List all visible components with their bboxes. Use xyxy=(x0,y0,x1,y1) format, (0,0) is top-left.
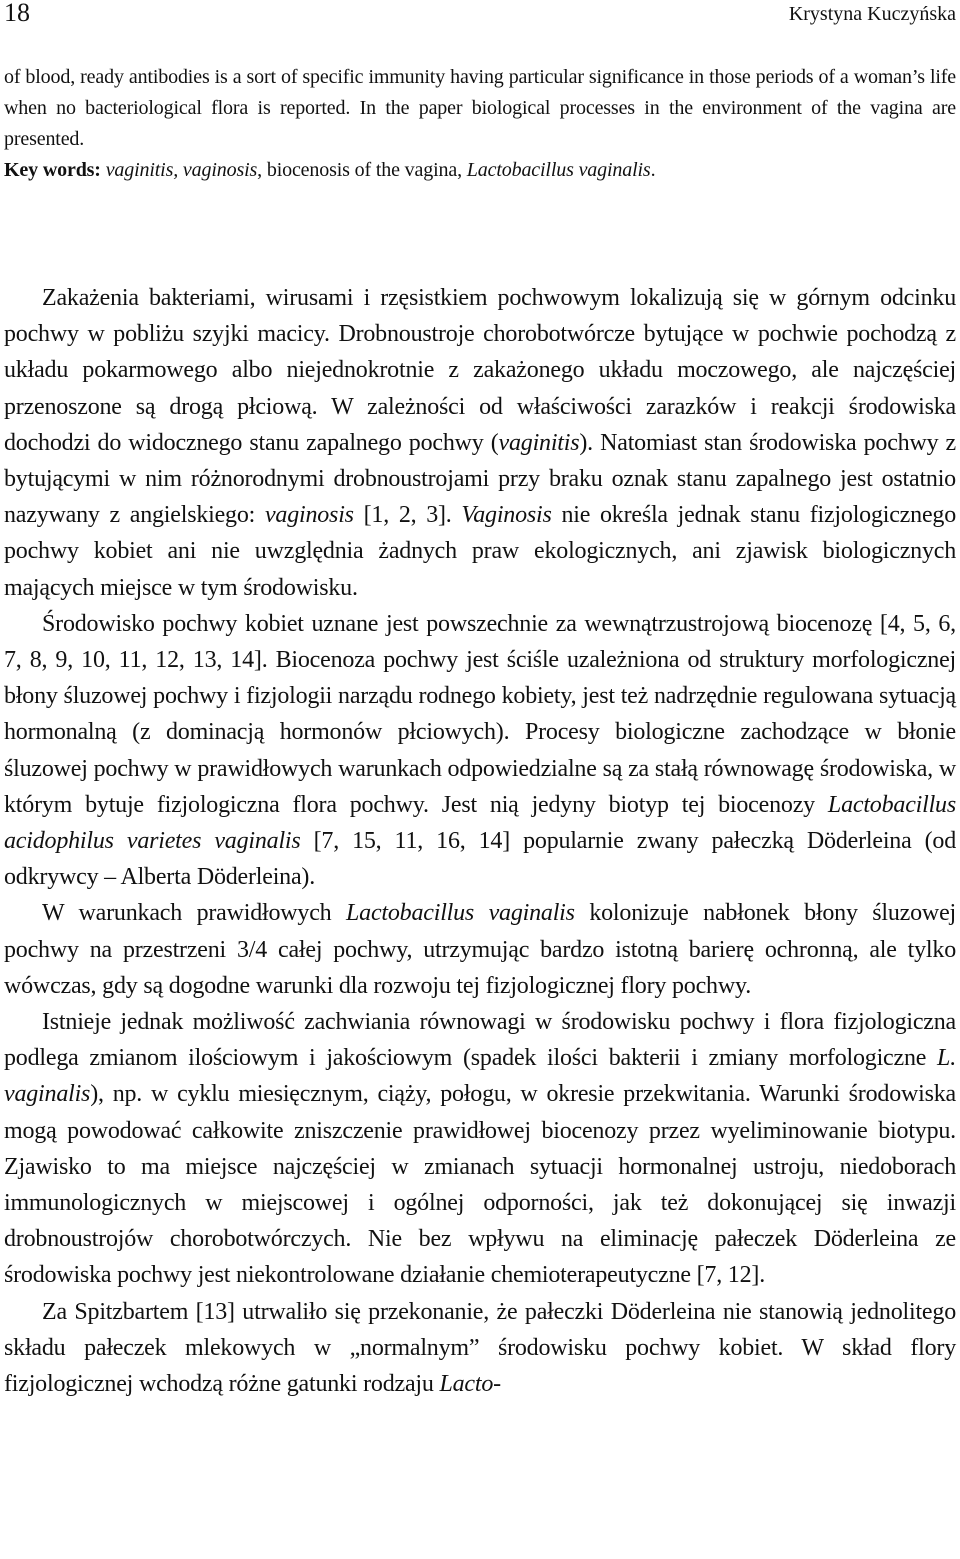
paragraph-italic: Lacto- xyxy=(439,1371,501,1398)
paragraph-italic: Vaginosis xyxy=(461,502,552,529)
paragraph-text: ). Natomiast stan środowiska pochwy z bytującymi w nim różnorodnymi drobnoustrojami przy braku oznak stanu zapalnego jest ostatnio nazywany z angielskiego: xyxy=(4,429,956,529)
keyword-italic: Lactobacillus vaginalis xyxy=(466,159,651,181)
paragraph-4 xyxy=(4,1004,956,1294)
running-head-author: Krystyna Kuczyńska xyxy=(788,3,956,25)
paragraph-text: Istnieje jednak możliwość zachwiania równowagi w środowisku pochwy i flora fizjologiczna podlega zmianom ilościowym i jakościowym (spadek ilości bakterii i zmiany morfologiczne xyxy=(4,1009,956,1072)
paragraph-text: [1, 2, 3]. xyxy=(353,502,462,529)
paragraph-text: ), np. w cyklu miesięcznym, ciąży, połogu, w okresie przekwitania. Warunki środowiska mogą powodować całkowite zniszczenie prawidłowej biocenozy przez wyeliminowanie biotypu. Zjawisko to ma miejsce najczęściej w zmianach sytuacji hormonalnej ustroju, niedoborach immunologicznych w miejscowej i ogólnej odporności, jak też dokonującej się inwazji drobnoustrojów chorobotwórczych. Nie bez wpływu na eliminację pałeczek Döderleina ze środowiska pochwy jest niekontrolowane działanie chemioterapeutyczne [7, 12]. xyxy=(4,1081,956,1289)
abstract-continuation: of blood, ready antibodies is a sort of specific immunity having particular significance in those periods of a woman’s life when no bacteriological flora is reported. In the paper biological processes in the environment of the vagina are presented. xyxy=(4,66,956,150)
paragraph-text: [7, 15, 11, 16, 14] popularnie zwany pałeczką Döderleina (od odkrywcy – Alberta Döderleina). xyxy=(4,828,957,891)
keywords-line xyxy=(4,155,956,186)
paragraph-italic: vaginitis xyxy=(498,429,580,456)
keyword-text: . xyxy=(650,159,656,181)
keywords-label: Key words: xyxy=(4,159,101,181)
running-head xyxy=(4,0,956,30)
paragraph-text: Środowisko pochwy kobiet uznane jest powszechnie za wewnątrzustrojową biocenozę [4, 5, 6, 7, 8, 9, 10, 11, 12, 13, 14]. Biocenoza pochwy jest ściśle uzależniona od struktury morfologicznej błony śluzowej pochwy i fizjologii narządu rodnego kobiety, jest też nadrzędnie regulowana sytuacją hormonalną (z dominacją hormonów płciowych). Procesy biologiczne zachodzące w błonie śluzowej pochwy w prawidłowych warunkach odpowiedzialne są za stałą równowagę środowiska, w którym bytuje fizjologiczna flora pochwy. Jest nią jedyny biotyp tej biocenozy xyxy=(4,610,956,818)
paragraph-text: Za Spitzbartem [13] utrwaliło się przekonanie, że pałeczki Döderleina nie stanowią jednolitego składu pałeczek mlekowych w „normalnym” środowisku pochwy kobiet. W skład flory fizjologicznej wchodzą różne gatunki rodzaju xyxy=(4,1298,956,1398)
paragraph-italic: L. vaginalis xyxy=(4,1045,956,1108)
paragraph-italic: Lactobacillus acidophilus varietes vaginalis xyxy=(4,791,956,855)
body-text xyxy=(4,280,956,1402)
paragraph-text: Zakażenia bakteriami, wirusami i rzęsistkiem pochwowym lokalizują się w górnym odcinku pochwy w pobliżu szyjki macicy. Drobnoustroje chorobotwórcze bytujące w pochwie pochodzą z układu pokarmowego albo niejednokrotnie z zakażonego układu moczowego, ale najczęściej przenoszone są drogą płciową. W zależności od właściwości zarazków i reakcji środowiska dochodzi do widocznego stanu zapalnego pochwy ( xyxy=(4,285,956,456)
paragraph-1 xyxy=(4,280,956,606)
paragraph-italic: vaginosis xyxy=(264,502,354,529)
paragraph-text: nie określa jednak stanu fizjologicznego pochwy kobiet ani nie uwzględnia żadnych praw ekologicznych, ani zjawisk biologicznych mających miejsce w tym środowisku. xyxy=(4,502,956,601)
paragraph-text: W warunkach prawidłowych xyxy=(42,900,346,927)
paragraph-5 xyxy=(4,1294,956,1403)
paragraph-text: kolonizuje nabłonek błony śluzowej pochwy na przestrzeni 3/4 całej pochwy, utrzymując bardzo istotną barierę ochronną, ale tylko wówczas, gdy są dogodne warunki dla rozwoju tej fizjologicznej flory pochwy. xyxy=(4,900,956,999)
keyword-italic: vaginitis, vaginosis xyxy=(105,159,258,181)
paragraph-italic: Lactobacillus vaginalis xyxy=(346,900,575,927)
abstract xyxy=(4,62,956,186)
page-number: 18 xyxy=(4,0,30,27)
paragraph-2 xyxy=(4,606,956,896)
keyword-text: , biocenosis of the vagina, xyxy=(257,159,467,181)
paragraph-3 xyxy=(4,895,956,1004)
